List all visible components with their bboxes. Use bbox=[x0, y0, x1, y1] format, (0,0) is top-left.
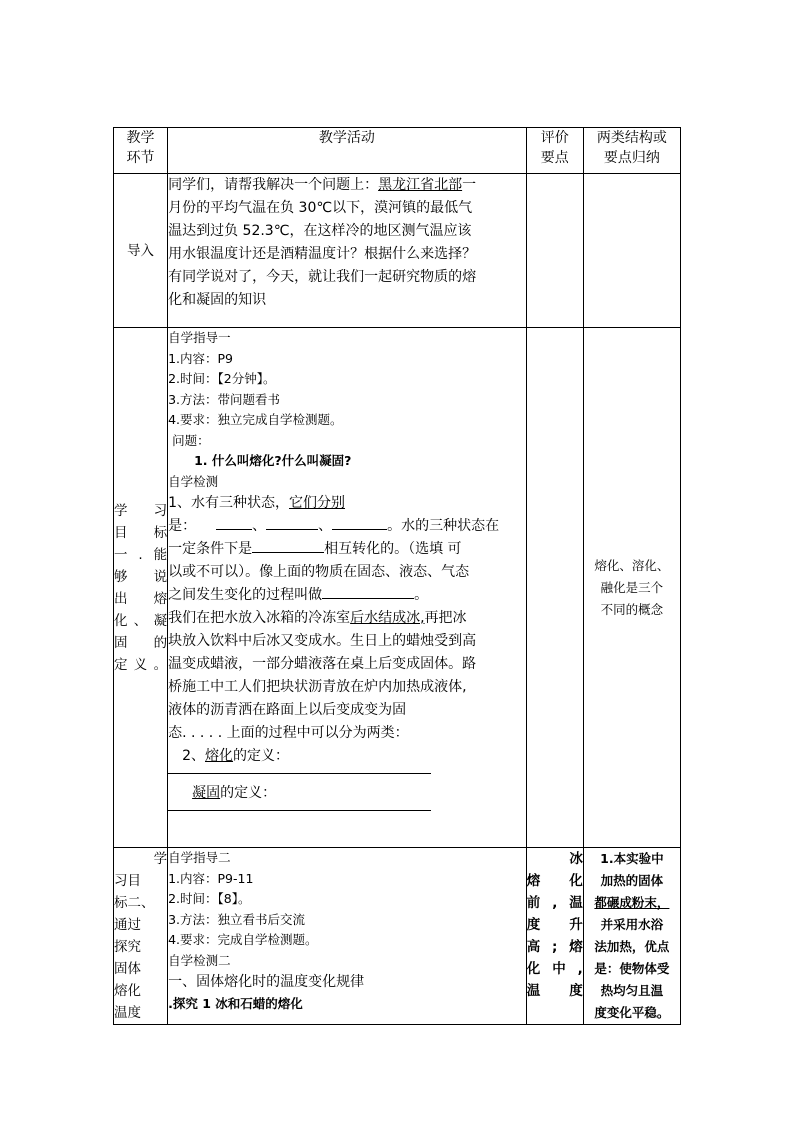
goal2-activity: 自学指导二 1.内容：P9-11 2.时间：【8】。 3.方法：独立看书后交流 4.要求：完成自学检测题。 自学检测二 一、固体熔化时的温度变化规律 .探究 1 冰和石蜡的熔化 bbox=[168, 848, 527, 1025]
blank-can-convert[interactable] bbox=[252, 538, 324, 553]
header-summary: 两类结构或 要点归纳 bbox=[583, 128, 680, 174]
intro-stage: 导入 bbox=[114, 174, 168, 328]
blank-state-2[interactable] bbox=[266, 515, 318, 530]
header-stage: 教学 环节 bbox=[114, 128, 168, 174]
blank-state-3[interactable] bbox=[332, 515, 387, 530]
goal2-row bbox=[114, 848, 681, 1025]
blank-process-name[interactable] bbox=[322, 584, 414, 599]
intro-summary bbox=[583, 174, 680, 328]
header-activity: 教学活动 bbox=[168, 128, 527, 174]
blank-state-1[interactable] bbox=[216, 515, 252, 530]
intro-activity: 同学们，请帮我解决一个问题上：黑龙江省北部一 月份的平均气温在负 30℃以下，漠河镇的最低气 温达到过负 52.3℃，在这样冷的地区测气温应该 用水银温度计还是酒精温度计？根据什么来选择？ 有同学说对了，今天，就让我们一起研究物质的熔 化和凝固的知识 bbox=[168, 174, 527, 328]
intro-evaluation bbox=[526, 174, 583, 328]
goal2-summary: 1.本实验中 加热的固体 都碾成粉末， 并采用水浴 法加热，优点 是：使物体受 热均匀且温 度变化平稳。 bbox=[583, 848, 680, 1025]
question-1: 1. 什么叫熔化?什么叫凝固? bbox=[194, 453, 352, 468]
check2-title: 自学检测二 bbox=[168, 952, 231, 968]
guide1-title: 自学指导一 bbox=[168, 330, 231, 345]
melting-definition-line[interactable] bbox=[168, 772, 431, 774]
goal2-evaluation: 冰 熔 化 前,温 度 升 高;熔 化中, 温 度 bbox=[526, 848, 583, 1025]
goal2-stage: 学 习目 标二、 通过 探究 固体 熔化 温度 bbox=[114, 848, 168, 1025]
goal1-row bbox=[114, 328, 681, 848]
goal1-activity: 自学指导一 1.内容：P9 2.时间：【2分钟】。 3.方法：带问题看书 4.要求：独立完成自学检测题。 问题： 1. 什么叫熔化?什么叫凝固? 自学检测 1、水有三种状态，它们分别 是： 、 、 。水的三种状态在 一定条件下是 相互转化的。（选填 可 以或不可以）。像上面的物质在固态、液态、气态 之间发生变化的过程叫做 。 我们在把水放入冰箱的冷冻室后水结成冰,再把冰 块放入饮料中后冰又变成水。生日上的蜡烛受到高 温变成蜡液，一部分蜡液落在桌上后变成固体。路 桥施工中工人们把块状沥青放在炉内加热成液体, 液体的沥青洒在路面上以后变成变为固 态. . . . . 上面的过程中可以分为两类： 2、熔化的定义： 凝固的定义： bbox=[168, 328, 527, 848]
header-evaluation: 评价 要点 bbox=[526, 128, 583, 174]
goal1-stage: 学 习 目 标 一.能 够 说 出 熔 化、凝 固 的 定义。 bbox=[114, 328, 168, 848]
goal1-summary-note: 熔化、溶化、 融化是三个 不同的概念 bbox=[583, 328, 680, 848]
intro-row bbox=[114, 174, 681, 328]
goal1-evaluation bbox=[526, 328, 583, 848]
lesson-plan-table bbox=[113, 127, 681, 1025]
header-row bbox=[114, 128, 681, 174]
guide2-title: 自学指导二 bbox=[168, 850, 231, 865]
solidification-definition-line[interactable] bbox=[168, 809, 431, 811]
check1-title: 自学检测 bbox=[168, 473, 219, 489]
experiment-1-title: .探究 1 冰和石蜡的熔化 bbox=[168, 996, 303, 1011]
